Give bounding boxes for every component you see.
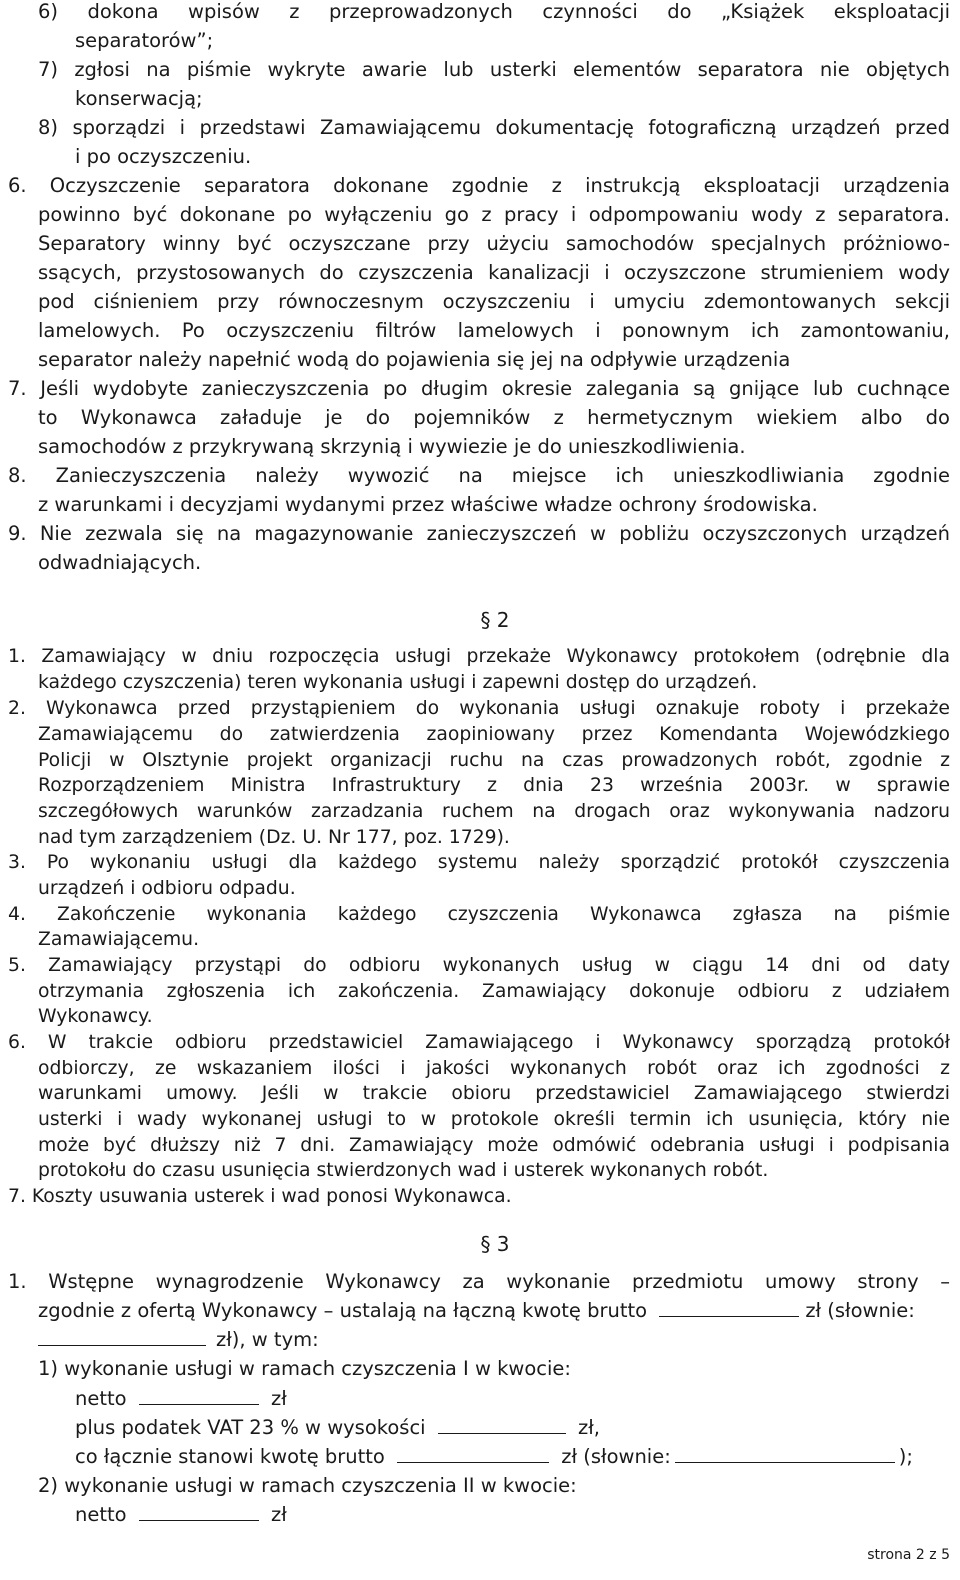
text-line: odwadniających. <box>38 551 202 574</box>
text-line: separator należy napełnić wodą do pojawienia się jej na odpływie urządzenia <box>38 348 791 371</box>
brutto-label: co łącznie stanowi kwotę brutto <box>75 1445 385 1468</box>
text-line: i po oczyszczeniu. <box>75 145 252 168</box>
netto-label: netto <box>75 1503 127 1526</box>
text-line: protokołu do czasu usunięcia stwierdzonych wad i usterek wykonanych robót. <box>38 1160 769 1181</box>
text-line: 7. Jeśli wydobyte zanieczyszczenia po długim okresie zalegania są gnijące lub cuchnące <box>8 377 950 400</box>
text-line: 4. Zakończenie wykonania każdego czyszczenia Wykonawca zgłasza na piśmie <box>8 904 950 925</box>
text-line: Rozporządzeniem Ministra Infrastruktury z dnia 23 września 2003r. w sprawie <box>38 775 950 796</box>
text-line: może być dłuższy niż 7 dni. Zamawiający może odmówić odebrania usługi i podpisania <box>38 1135 950 1156</box>
text-line: 7) zgłosi na piśmie wykryte awarie lub usterki elementów separatora nie objętych <box>38 58 950 81</box>
brutto-words-label: zł (słownie: <box>561 1445 671 1468</box>
text-line: powinno być dokonane po wyłączeniu go z pracy i odpompowaniu wody z separatora. <box>38 203 950 226</box>
section-heading: § 3 <box>480 1232 510 1256</box>
amount-label: zgodnie z ofertą Wykonawcy – ustalają na łączną kwotę brutto <box>38 1299 648 1322</box>
text-line <box>75 1384 287 1413</box>
text-line <box>75 1413 600 1442</box>
text-line: 2) wykonanie usługi w ramach czyszczenia II w kwocie: <box>38 1474 577 1497</box>
text-line: 9. Nie zezwala się na magazynowanie zanieczyszczeń w pobliżu oczyszczonych urządzeń <box>8 522 950 545</box>
text-line: lamelowych. Po oczyszczeniu filtrów lamelowych i ponownym ich zamontowaniu, <box>38 319 950 342</box>
text-line: samochodów z przykrywaną skrzynią i wywiezie je do unieszkodliwienia. <box>38 435 746 458</box>
amount-blank[interactable] <box>659 1296 799 1317</box>
netto-blank[interactable] <box>139 1500 259 1521</box>
text-line: pod ciśnieniem przy równoczesnym oczyszczeniu i umyciu zdemontowanych sekcji <box>38 290 950 313</box>
text-line: konserwacją; <box>75 87 203 110</box>
text-line: 1) wykonanie usługi w ramach czyszczenia I w kwocie: <box>38 1357 572 1380</box>
text-line: szczegółowych warunków zarzadzania ruchem na drogach oraz wykonywania nadzoru <box>38 801 950 822</box>
text-line <box>38 1325 319 1354</box>
text-line: Zamawiającemu. <box>38 929 200 950</box>
text-line: 6) dokona wpisów z przeprowadzonych czynności do „Książek eksploatacji <box>38 0 950 23</box>
text-line <box>75 1442 913 1471</box>
text-line: 6. Oczyszczenie separatora dokonane zgodnie z instrukcją eksploatacji urządzenia <box>8 174 950 197</box>
text-line: 3. Po wykonaniu usługi dla każdego systemu należy sporządzić protokół czyszczenia <box>8 852 950 873</box>
text-line <box>38 1296 915 1325</box>
text-line: Policji w Olsztynie projekt organizacji ruchu na czas prowadzonych robót, zgodnie z <box>38 750 950 771</box>
text-line: 8. Zanieczyszczenia należy wywozić na miejsce ich unieszkodliwiania zgodnie <box>8 464 950 487</box>
text-line: 2. Wykonawca przed przystąpieniem do wykonania usługi oznakuje roboty i przekaże <box>8 698 950 719</box>
brutto-words-blank[interactable] <box>675 1442 895 1463</box>
text-line: Separatory winny być oczyszczane przy użyciu samochodów specjalnych próżniowo- <box>38 232 950 255</box>
words-blank[interactable] <box>38 1325 206 1346</box>
text-line: 1. Wstępne wynagrodzenie Wykonawcy za wykonanie przedmiotu umowy strony – <box>8 1270 950 1293</box>
text-line: każdego czyszczenia) teren wykonania usługi i zapewni dostęp do urządzeń. <box>38 672 758 693</box>
currency-label: zł <box>270 1387 287 1410</box>
amount-label: zł (słownie: <box>805 1299 915 1322</box>
text-line: 8) sporządzi i przedstawi Zamawiającemu dokumentację fotograficzną urządzeń przed <box>38 116 950 139</box>
amount-label: zł), w tym: <box>216 1328 319 1351</box>
text-line: 7. Koszty usuwania usterek i wad ponosi Wykonawca. <box>8 1186 512 1207</box>
brutto-blank[interactable] <box>397 1442 549 1463</box>
text-line: separatorów”; <box>75 29 214 52</box>
vat-blank[interactable] <box>438 1413 566 1434</box>
section-heading: § 2 <box>480 608 510 632</box>
currency-label: zł <box>270 1503 287 1526</box>
closing-label: ); <box>898 1445 913 1468</box>
netto-label: netto <box>75 1387 127 1410</box>
text-line: ssących, przystosowanych do czyszczenia kanalizacji i oczyszczone strumieniem wody <box>38 261 950 284</box>
text-line: 5. Zamawiający przystąpi do odbioru wykonanych usług w ciągu 14 dni od daty <box>8 955 950 976</box>
text-line: Zamawiającemu do zatwierdzenia zaopiniowany przez Komendanta Wojewódzkiego <box>38 724 950 745</box>
text-line: odbiorczy, ze wskazaniem ilości i jakości wykonanych robót oraz ich zgodności z <box>38 1058 950 1079</box>
currency-label: zł, <box>578 1416 600 1439</box>
text-line: urządzeń i odbioru odpadu. <box>38 878 296 899</box>
page-number: strona 2 z 5 <box>867 1547 950 1563</box>
vat-label: plus podatek VAT 23 % w wysokości <box>75 1416 426 1439</box>
text-line: Wykonawcy. <box>38 1006 153 1027</box>
text-line: to Wykonawca załaduje je do pojemników z hermetycznym wiekiem albo do <box>38 406 950 429</box>
text-line: 6. W trakcie odbioru przedstawiciel Zamawiającego i Wykonawcy sporządzą protokół <box>8 1032 950 1053</box>
text-line: warunkami umowy. Jeśli w trakcie obioru przedstawiciel Zamawiającego stwierdzi <box>38 1083 950 1104</box>
netto-blank[interactable] <box>139 1384 259 1405</box>
text-line: nad tym zarządzeniem (Dz. U. Nr 177, poz. 1729). <box>38 827 510 848</box>
text-line: z warunkami i decyzjami wydanymi przez właściwe władze ochrony środowiska. <box>38 493 818 516</box>
text-line <box>75 1500 287 1529</box>
text-line: usterki i wady wykonanej usługi to w protokole określi termin ich usunięcia, który nie <box>38 1109 950 1130</box>
text-line: otrzymania zgłoszenia ich zakończenia. Zamawiający dokonuje odbioru z udziałem <box>38 981 950 1002</box>
text-line: 1. Zamawiający w dniu rozpoczęcia usługi przekaże Wykonawcy protokołem (odrębnie dla <box>8 646 950 667</box>
